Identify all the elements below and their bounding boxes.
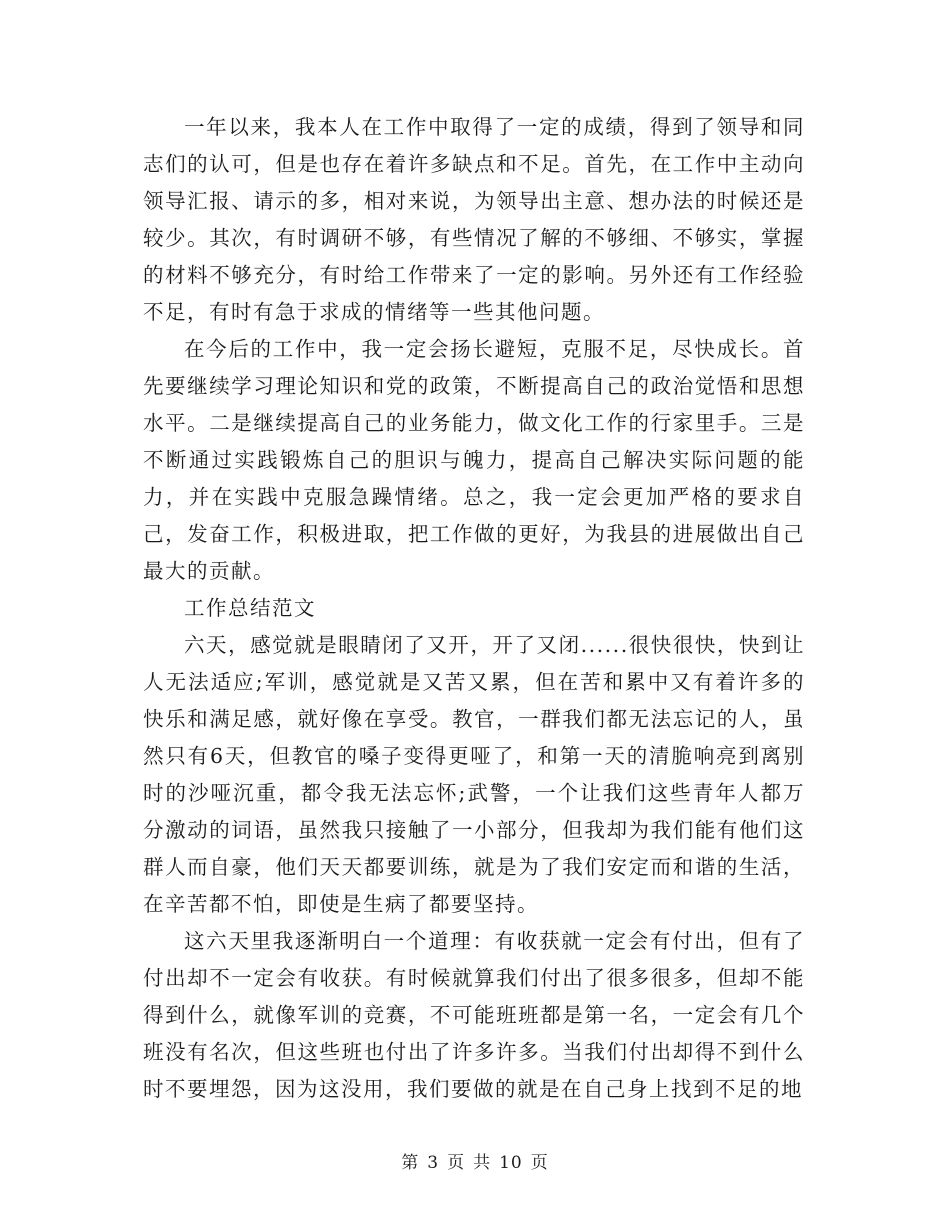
document-body: [143, 109, 805, 1108]
footer-suffix: 页: [530, 1153, 549, 1173]
footer-total-word: 共: [473, 1153, 492, 1173]
footer-current-page: 3: [427, 1153, 440, 1173]
page-footer: [0, 1148, 950, 1173]
section-heading: 工作总结范文: [184, 596, 316, 620]
footer-prefix: 第: [401, 1153, 420, 1173]
paragraph-future-plans: 在今后的工作中，我一定会扬长避短，克服不足，尽快成长。首先要继续学习理论知识和党的政策，不断提高自己的政治觉悟和思想水平。二是继续提高自己的业务能力，做文化工作的行家里手。三是不断通过实践锻炼自己的胆识与魄力，提高自己解决实际问题的能力，并在实践中克服急躁情绪。总之，我一定会更加严格的要求自己，发奋工作，积极进取，把工作做的更好，为我县的进展做出自己最大的贡献。: [143, 337, 805, 583]
footer-page-word: 页: [447, 1153, 466, 1173]
paragraph-military-training: 六天，感觉就是眼睛闭了又开，开了又闭......很快很快，快到让人无法适应;军训，感觉就是又苦又累，但在苦和累中又有着许多的快乐和满足感，就好像在享受。教官，一群我们都无法忘记的人，虽然只有6天，但教官的嗓子变得更哑了，和第一天的清脆响亮到离别时的沙哑沉重，都令我无法忘怀;武警，一个让我们这些青年人都万分激动的词语，虽然我只接触了一小部分，但我却为我们能有他们这群人而自豪，他们天天都要训练，就是为了我们安定而和谐的生活，在辛苦都不怕，即使是生病了都要坚持。: [143, 633, 805, 916]
footer-total-pages: 10: [499, 1153, 523, 1173]
paragraph-lesson-learned: 这六天里我逐渐明白一个道理：有收获就一定会有付出，但有了付出却不一定会有收获。有时候就算我们付出了很多很多，但却不能得到什么，就像军训的竞赛，不可能班班都是第一名，一定会有几个班没有名次，但这些班也付出了许多许多。当我们付出却得不到什么时不要埋怨，因为这没用，我们要做的就是在自己身上找到不足的地: [143, 929, 805, 1101]
paragraph-shortcomings: 一年以来，我本人在工作中取得了一定的成绩，得到了领导和同志们的认可，但是也存在着许多缺点和不足。首先，在工作中主动向领导汇报、请示的多，相对来说，为领导出主意、想办法的时候还是较少。其次，有时调研不够，有些情况了解的不够细、不够实，掌握的材料不够充分，有时给工作带来了一定的影响。另外还有工作经验不足，有时有急于求成的情绪等一些其他问题。: [143, 115, 805, 324]
